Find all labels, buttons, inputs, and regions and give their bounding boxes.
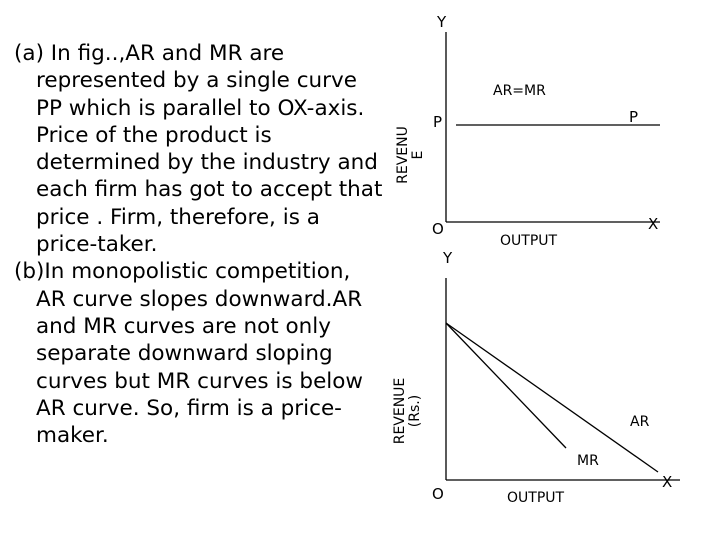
- top-origin-label: O: [432, 220, 444, 238]
- top-y-label-line2: E: [410, 150, 426, 160]
- top-x-axis-label: X: [648, 215, 659, 233]
- top-price-left-label: P: [433, 113, 443, 131]
- ar-label: AR: [630, 414, 650, 430]
- bottom-x-label: OUTPUT: [507, 490, 565, 506]
- top-y-label: [396, 80, 426, 230]
- top-price-right-label: P: [629, 108, 639, 126]
- bottom-y-label-line2: (Rs.): [407, 394, 423, 428]
- bottom-x-axis-label: X: [662, 473, 673, 491]
- mr-label: MR: [577, 453, 599, 469]
- mr-curve: [446, 323, 566, 448]
- bottom-y-axis-label: Y: [443, 249, 453, 267]
- top-y-axis-label: Y: [437, 13, 447, 31]
- top-x-label: OUTPUT: [500, 233, 558, 249]
- bottom-y-label: [393, 336, 423, 486]
- bottom-origin-label: O: [432, 485, 444, 503]
- paragraph-a: (a) In fig..,AR and MR are represented by a single curve PP which is parallel to OX-axis. Price of the product is determined by the industry and each firm has got to accept that price . Firm, therefore, is a price-taker.: [14, 41, 383, 258]
- top-curve-label: AR=MR: [493, 83, 546, 99]
- top-y-label-line1: REVENU: [395, 126, 411, 184]
- ar-curve: [446, 323, 658, 472]
- paragraph-b: (b)In monopolistic competition, AR curve slopes downward.AR and MR curves are not only separate downward sloping curves but MR curves is below AR curve. So, firm is a price-maker.: [14, 259, 364, 449]
- bottom-y-label-line1: REVENUE: [392, 377, 408, 445]
